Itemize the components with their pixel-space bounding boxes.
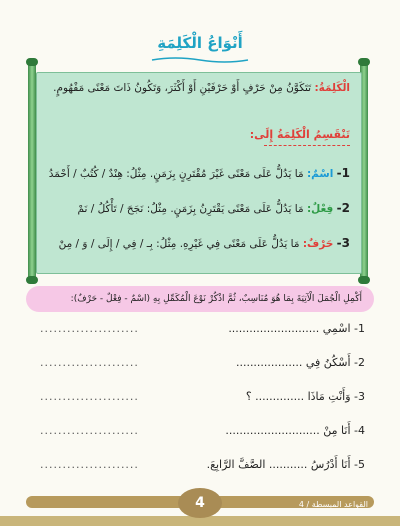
exercise-sentence: 2- أَسْكُنُ فِي ................... <box>235 356 365 369</box>
type-definition: مَا يَدُلُّ عَلَى مَعْنًى فِي غَيْرِهِ. <box>179 238 300 250</box>
type-number: 3- <box>336 236 350 250</box>
type-row-verb <box>50 201 350 215</box>
exercise-instruction: أَكْمِلِ الْجُمَلَ الْآتِيَةَ بِمَا هُوَ مُنَاسِبٌ، ثُمَّ اذْكُرْ نَوْعَ الْمُكَمِّلِ بِهِ (اسْمٌ - فِعْلٌ - حَرْفٌ): <box>70 294 362 304</box>
exercise-item-2[interactable] <box>40 356 365 376</box>
page-number: 4 <box>178 488 222 518</box>
definition-text: تَتَكَوَّنُ مِنْ حَرْفٍ أَوْ حَرْفَيْنِ أَوْ أَكْثَرَ، وَتَكُونُ ذَاتَ مَعْنًى مَفْهُومٍ. <box>53 82 312 94</box>
type-definition: مَا يَدُلُّ عَلَى مَعْنًى يَقْتَرِنُ بِزَمَنٍ. <box>170 203 304 215</box>
type-example: مِثْلُ: نَجَحَ / تَأْكُلُ / نَمْ <box>77 203 167 215</box>
exercise-item-1[interactable] <box>40 322 365 342</box>
answer-blank[interactable]: ...................... <box>40 458 139 471</box>
division-underline <box>264 145 350 147</box>
page-title: أَنْوَاعُ الْكَلِمَةِ <box>157 34 243 52</box>
exercise-instruction-bar <box>26 286 374 312</box>
definition-line <box>50 82 350 94</box>
type-definition: مَا يَدُلُّ عَلَى مَعْنًى غَيْرَ مُقْتَرِنٍ بِزَمَنٍ. <box>149 168 304 180</box>
type-example: مِثْلُ: هِنْدٌ / كُتُبٌ / أَحْمَدُ <box>48 168 147 180</box>
definition-term: الْكَلِمَةُ: <box>314 82 350 94</box>
exercise-item-4[interactable] <box>40 424 365 444</box>
type-row-noun <box>50 166 350 180</box>
exercise-sentence: 5- أَنَا أَدْرُسُ ........... الصَّفَّ الرَّابِعَ. <box>206 458 365 471</box>
footer-label: القواعد المبسطة / 4 <box>298 500 368 509</box>
scroll-rod-left <box>28 62 36 280</box>
title-ornament <box>150 56 250 64</box>
exercise-sentence: 4- أَنَا مِنْ ........................... <box>225 424 365 437</box>
answer-blank[interactable]: ...................... <box>40 390 139 403</box>
answer-blank[interactable]: ...................... <box>40 424 139 437</box>
type-name: اسْمٌ: <box>306 168 334 180</box>
exercise-sentence: 3- وَأَنْتِ مَاذَا .............. ؟ <box>245 390 365 403</box>
answer-blank[interactable]: ...................... <box>40 322 139 335</box>
type-name: حَرْفٌ: <box>302 238 334 250</box>
division-heading: تَنْقَسِمُ الْكَلِمَةُ إِلَى: <box>249 128 350 141</box>
type-number: 2- <box>336 201 350 215</box>
answer-blank[interactable]: ...................... <box>40 356 139 369</box>
exercise-item-5[interactable] <box>40 458 365 478</box>
exercise-sentence: 1- اسْمِي .......................... <box>228 322 365 335</box>
type-row-particle <box>50 236 350 250</box>
type-number: 1- <box>336 166 350 180</box>
type-example: مِثْلُ: بِـ / فِي / إِلَى / وَ / مِنْ <box>58 238 177 250</box>
exercise-item-3[interactable] <box>40 390 365 410</box>
type-name: فِعْلٌ: <box>306 203 334 215</box>
